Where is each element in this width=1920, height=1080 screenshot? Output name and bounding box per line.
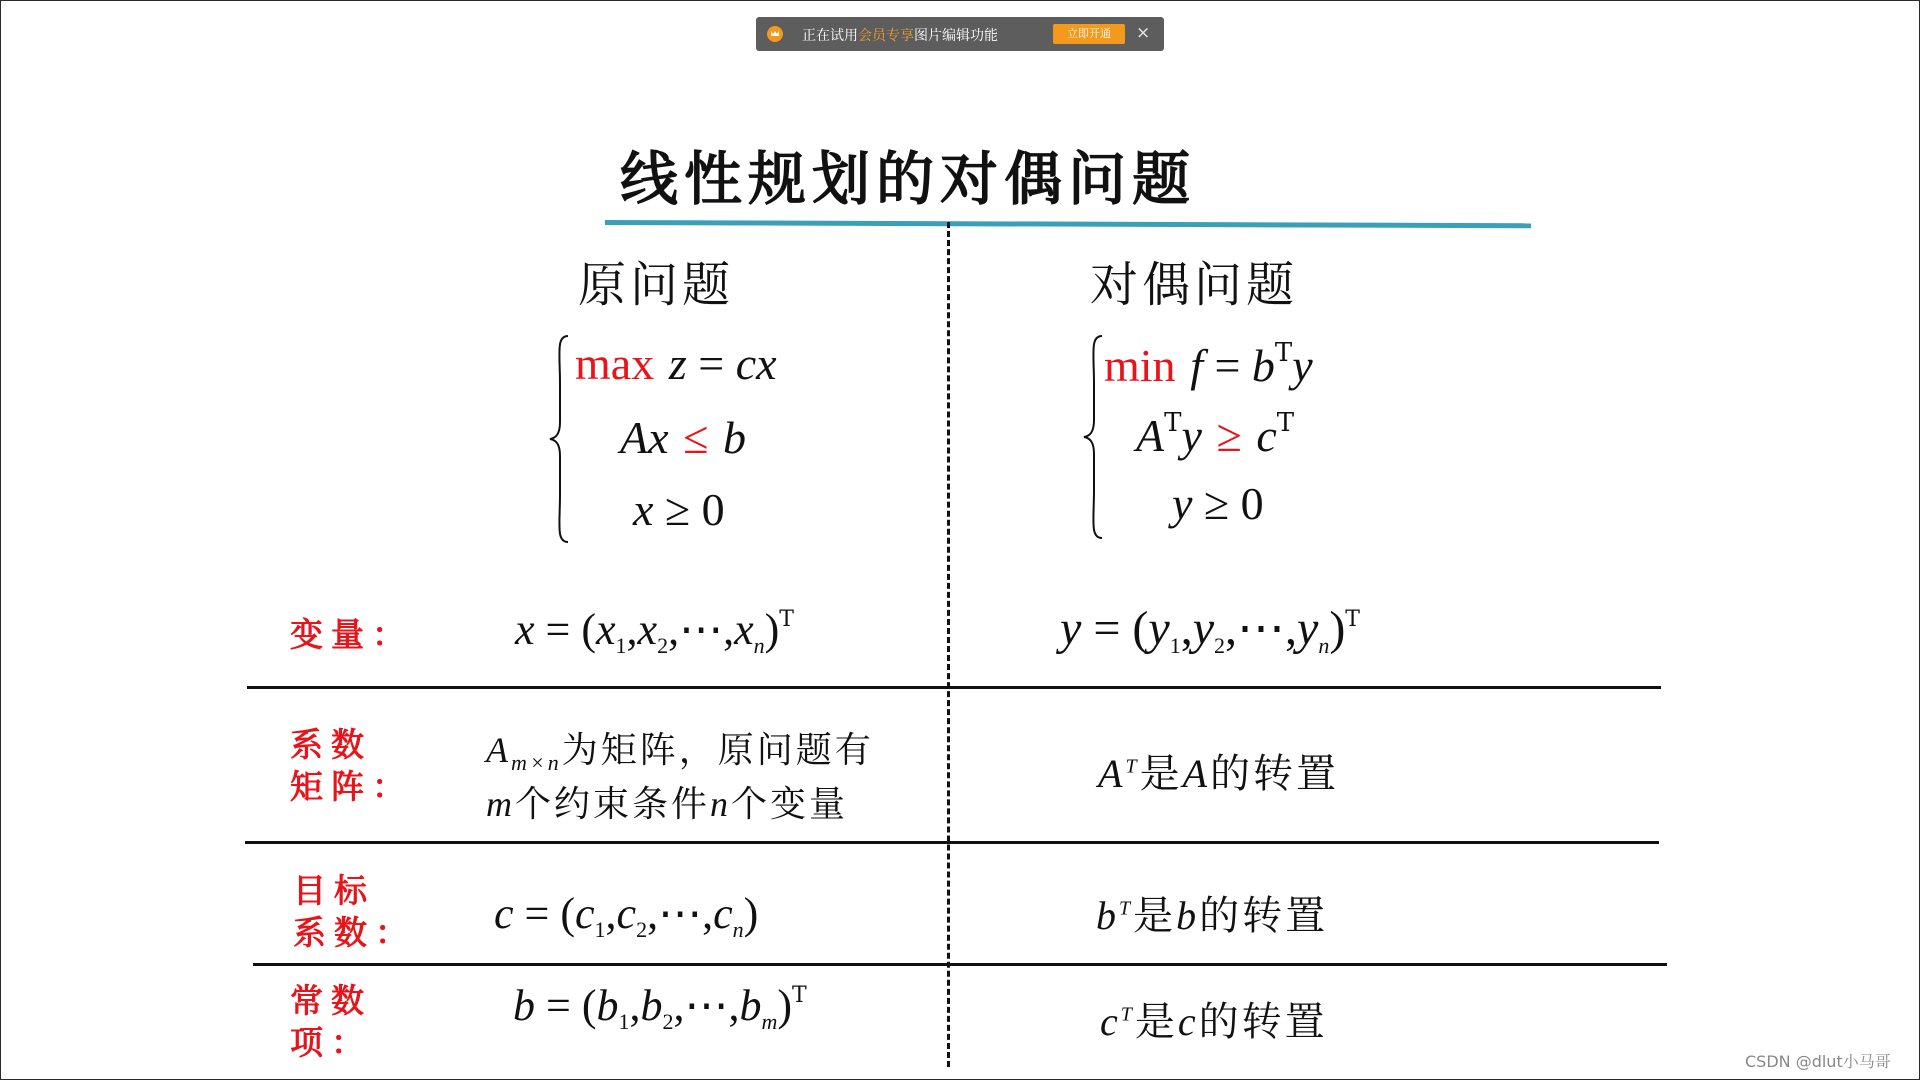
row-label-variables: 变量：: [290, 615, 413, 654]
dual-heading: 对偶问题: [1090, 257, 1299, 313]
row-label-matrix: 系数 矩阵：: [290, 725, 413, 806]
csdn-watermark: CSDN @dlut小马哥: [1745, 1052, 1891, 1071]
dual-matrix: $A^T$是A的转置: [1098, 751, 1339, 797]
row-separator: [247, 686, 1661, 689]
primal-matrix-line2: m个约束条件n个变量: [486, 784, 849, 825]
primal-variables: $x = (x_1,x_2,\cdots,x_n)^T$: [515, 605, 794, 658]
dual-variables: $y = (y_1,y_2,\cdots,y_n)^T$: [1060, 602, 1360, 658]
primal-matrix-line1: $A_{m\times n}$为矩阵，原问题有: [486, 730, 874, 776]
primal-objective-coef: $c = (c_1,c_2,\cdots,c_n)$: [494, 889, 759, 942]
trial-banner: [756, 17, 1164, 51]
dual-brace: [1082, 334, 1104, 540]
row-label-constant: 常数 项：: [290, 981, 372, 1062]
trial-message: 正在试用会员专享图片编辑功能: [802, 28, 998, 44]
dual-objective-coef: $b^T$是b的转置: [1096, 893, 1329, 939]
primal-heading: 原问题: [578, 257, 735, 313]
slide-title: 线性规划的对偶问题: [620, 145, 1197, 213]
primal-nonneg: x ≥ 0: [633, 484, 725, 535]
dual-constraint: $A^Ty \ge c^T$: [1136, 408, 1295, 461]
activate-button[interactable]: 立即开通: [1053, 24, 1125, 44]
dual-constant: $c^T$是c的转置: [1100, 999, 1328, 1045]
primal-constraint: Ax ≤ b: [620, 412, 747, 463]
row-separator: [245, 841, 1659, 844]
column-divider: [947, 222, 950, 1067]
row-separator: [253, 963, 1667, 966]
primal-objective: max z = cx: [575, 338, 777, 389]
crown-icon: [767, 26, 783, 42]
close-icon[interactable]: ×: [1136, 23, 1151, 43]
dual-objective: $\min f = b^Ty$: [1104, 338, 1313, 391]
primal-brace: [548, 334, 570, 544]
primal-constant: $b = (b_1,b_2,\cdots,b_m)^T$: [513, 981, 807, 1034]
dual-nonneg: y ≥ 0: [1172, 478, 1264, 529]
row-label-objective: 目标 系数：: [293, 871, 416, 952]
